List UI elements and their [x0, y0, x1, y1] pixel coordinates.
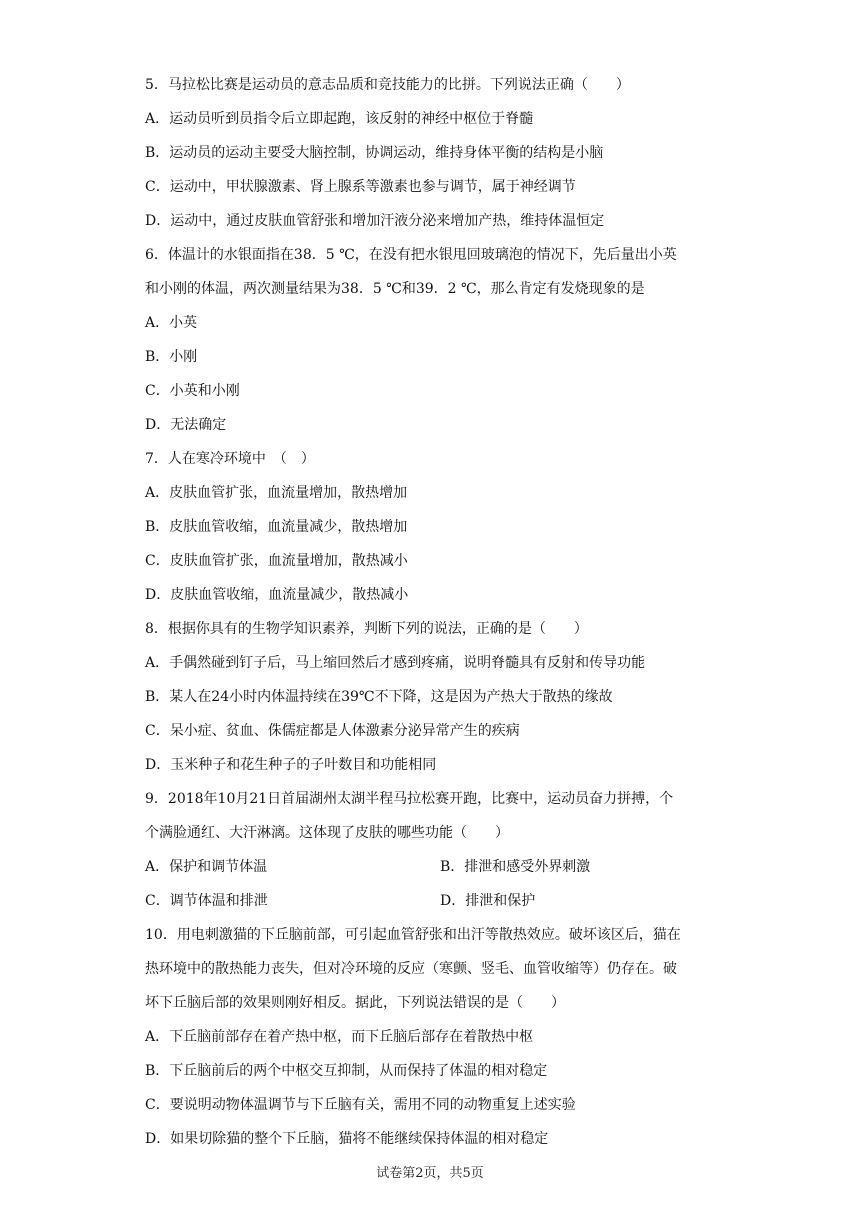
question-7 [145, 442, 735, 612]
option-d: D．如果切除猫的整个下丘脑，猫将不能继续保持体温的相对稳定 [145, 1131, 549, 1147]
option-a: A．运动员听到员指令后立即起跑，该反射的神经中枢位于脊髓 [145, 111, 534, 127]
question-stem-cont: 坏下丘脑后部的效果则刚好相反。据此，下列说法错误的是（ ） [145, 995, 565, 1011]
option-b: B．某人在24小时内体温持续在39℃不下降，这是因为产热大于散热的缘故 [145, 689, 613, 705]
option-d: D．运动中，通过皮肤血管舒张和增加汗液分泌来增加产热，维持体温恒定 [145, 213, 605, 229]
option-row [145, 850, 735, 884]
page-footer: 试卷第2页，共5页 [376, 1166, 484, 1181]
option-c: C．要说明动物体温调节与下丘脑有关，需用不同的动物重复上述实验 [145, 1097, 576, 1113]
question-stem: 6．体温计的水银面指在38．5 ℃，在没有把水银甩回玻璃泡的情况下，先后量出小英 [145, 247, 677, 263]
option-b: B．皮肤血管收缩，血流量减少，散热增加 [145, 519, 408, 535]
option-d: D．无法确定 [145, 417, 227, 433]
option-a: A．保护和调节体温 [145, 859, 268, 875]
option-a: A．手偶然碰到钉子后，马上缩回然后才感到疼痛，说明脊髓具有反射和传导功能 [145, 655, 646, 671]
option-c: C．呆小症、贫血、侏儒症都是人体激素分泌异常产生的疾病 [145, 723, 520, 739]
option-row [145, 884, 735, 918]
question-stem-cont: 和小刚的体温，两次测量结果为38．5 ℃和39．2 ℃，那么肯定有发烧现象的是 [145, 281, 645, 297]
option-d: D．玉米种子和花生种子的子叶数目和功能相同 [145, 757, 437, 773]
question-list [145, 68, 735, 1156]
question-stem-cont: 个满脸通红、大汗淋漓。这体现了皮肤的哪些功能（ ） [145, 825, 509, 841]
option-a: A．小英 [145, 315, 198, 331]
option-b: B．运动员的运动主要受大脑控制，协调运动，维持身体平衡的结构是小脑 [145, 145, 604, 161]
question-8 [145, 612, 735, 782]
option-c: C．皮肤血管扩张，血流量增加，散热减小 [145, 553, 408, 569]
question-stem: 7．人在寒冷环境中 （ ） [145, 451, 315, 467]
question-stem: 9．2018年10月21日首届湖州太湖半程马拉松赛开跑，比赛中，运动员奋力拼搏，个 [145, 791, 674, 807]
question-stem: 5．马拉松比赛是运动员的意志品质和竞技能力的比拼。下列说法正确（ ） [145, 77, 630, 93]
option-c: C．运动中，甲状腺激素、肾上腺系等激素也参与调节，属于神经调节 [145, 179, 576, 195]
option-b: B．下丘脑前后的两个中枢交互抑制，从而保持了体温的相对稳定 [145, 1063, 548, 1079]
option-b: B．小刚 [145, 349, 198, 365]
question-stem-cont: 热环境中的散热能力丧失，但对冷环境的反应（寒颤、竖毛、血管收缩等）仍存在。破 [145, 961, 677, 977]
option-b: B．排泄和感受外界刺激 [440, 859, 591, 875]
question-5 [145, 68, 735, 238]
question-6 [145, 238, 735, 442]
question-9 [145, 782, 735, 918]
option-a: A．皮肤血管扩张，血流量增加，散热增加 [145, 485, 408, 501]
option-c: C．调节体温和排泄 [145, 893, 268, 909]
question-stem: 8．根据你具有的生物学知识素养，判断下列的说法，正确的是（ ） [145, 621, 588, 637]
option-d: D．皮肤血管收缩，血流量减少，散热减小 [145, 587, 409, 603]
option-c: C．小英和小刚 [145, 383, 240, 399]
question-stem: 10．用电刺激猫的下丘脑前部，可引起血管舒张和出汗等散热效应。破坏该区后，猫在 [145, 927, 681, 943]
option-a: A．下丘脑前部存在着产热中枢，而下丘脑后部存在着散热中枢 [145, 1029, 534, 1045]
option-d: D．排泄和保护 [440, 893, 536, 909]
question-10 [145, 918, 735, 1156]
